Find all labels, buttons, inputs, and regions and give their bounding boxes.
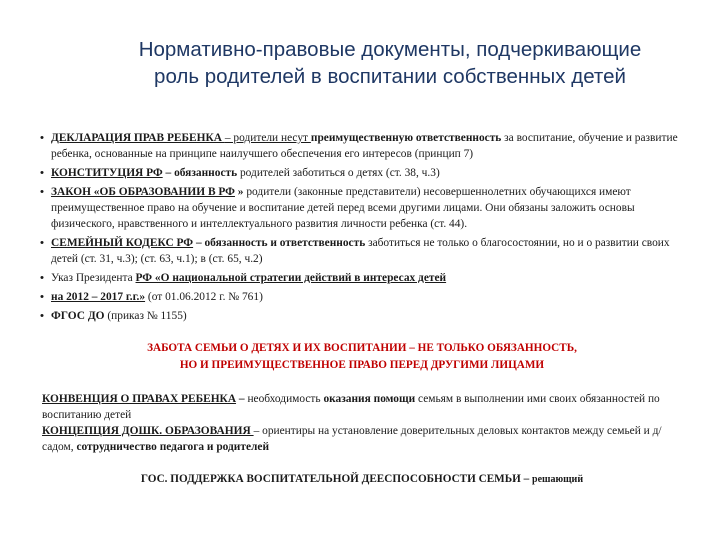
education-law-text: родители (законные представители) несовершеннолетних обучающихся имеют преимущественное право на обучение и воспитание детей перед всеми другими лицами. Они обязаны заложить основы физического, нравственного и интеллектуального развития личности ребенка (ст. 44). [51,186,635,230]
list-item-decree-period [42,289,682,305]
decree-prefix: Указ Президента [51,272,136,284]
list-item-decree [42,270,682,286]
list-item-fgos [42,308,682,324]
list-item-family-code [42,235,682,267]
constitution-title: КОНСТИТУЦИЯ РФ [51,167,163,179]
title-line-2: роль родителей в воспитании собственных детей [154,65,626,88]
concept-paragraph [42,423,682,455]
list-item-constitution [42,165,682,181]
emphasis-line-2: НО И ПРЕИМУЩЕСТВЕННОЕ ПРАВО ПЕРЕД ДРУГИМИ ЛИЦАМИ [179,359,545,371]
declaration-emphasis: преимущественную ответственность [310,132,502,144]
convention-emphasis: оказания помощи [323,393,416,405]
constitution-emphasis: – обязанность [162,167,238,179]
slide-body [42,130,682,488]
declaration-dash: – родители несут [224,132,311,144]
document-list [42,130,682,324]
state-support-statement [42,471,682,488]
family-code-emphasis: – обязанность и ответственность [193,237,366,249]
concept-emphasis: сотрудничество педагога и родителей [76,441,270,453]
list-item-education-law [42,184,682,232]
convention-dash: – [236,393,248,405]
constitution-text: родителей заботиться о детях (ст. 38, ч.3) [237,167,440,179]
decree-date: (от 01.06.2012 г. № 761) [145,291,263,303]
state-support-text: ГОС. ПОДДЕРЖКА ВОСПИТАТЕЛЬНОЙ ДЕЕСПОСОБНОСТИ СЕМЬИ – [140,473,533,485]
conventions-block [42,391,682,455]
convention-text-1: необходимость [247,393,324,405]
convention-paragraph [42,391,682,423]
fgos-order: (приказ № 1155) [104,310,187,322]
decree-period: на 2012 – 2017 г.г.» [51,291,146,303]
fgos-title: ФГОС ДО [51,310,105,322]
concept-title: КОНЦЕПЦИЯ ДОШК. ОБРАЗОВАНИЯ [42,425,254,437]
convention-title: КОНВЕНЦИЯ О ПРАВАХ РЕБЕНКА [42,393,237,405]
slide-title [60,36,720,90]
education-law-quote: » [234,186,244,198]
convention-text-2: семьям в выполнении ими своих обязанностей по воспитанию детей [42,393,660,421]
title-line-1: Нормативно-правовые документы, подчеркивающие [138,38,642,61]
education-law-title: ЗАКОН «ОБ ОБРАЗОВАНИИ В РФ [51,186,235,198]
family-code-title: СЕМЕЙНЫЙ КОДЕКС РФ [51,237,194,249]
declaration-text: за воспитание, обучение и развитие ребенка, основанные на принципе наилучшего обеспечения его интересов (принцип 7) [51,132,678,160]
state-support-emphasis: решающий [532,474,584,485]
emphasis-statement [42,340,682,374]
list-item-declaration [42,130,682,162]
family-code-text: заботиться не только о благосостоянии, но и о развитии своих детей (ст. 31, ч.3); (ст. 63, ч.1); в (ст. 65, ч.2) [51,237,670,265]
decree-title: РФ «О национальной стратегии действий в интересах детей [135,272,447,284]
emphasis-line-1: ЗАБОТА СЕМЬИ О ДЕТЯХ И ИХ ВОСПИТАНИИ – НЕ ТОЛЬКО ОБЯЗАННОСТЬ, [147,342,577,354]
concept-text: – ориентиры на установление доверительных деловых контактов между семьей и д/садом, [42,425,662,453]
declaration-title: ДЕКЛАРАЦИЯ ПРАВ РЕБЕНКА [51,132,225,144]
